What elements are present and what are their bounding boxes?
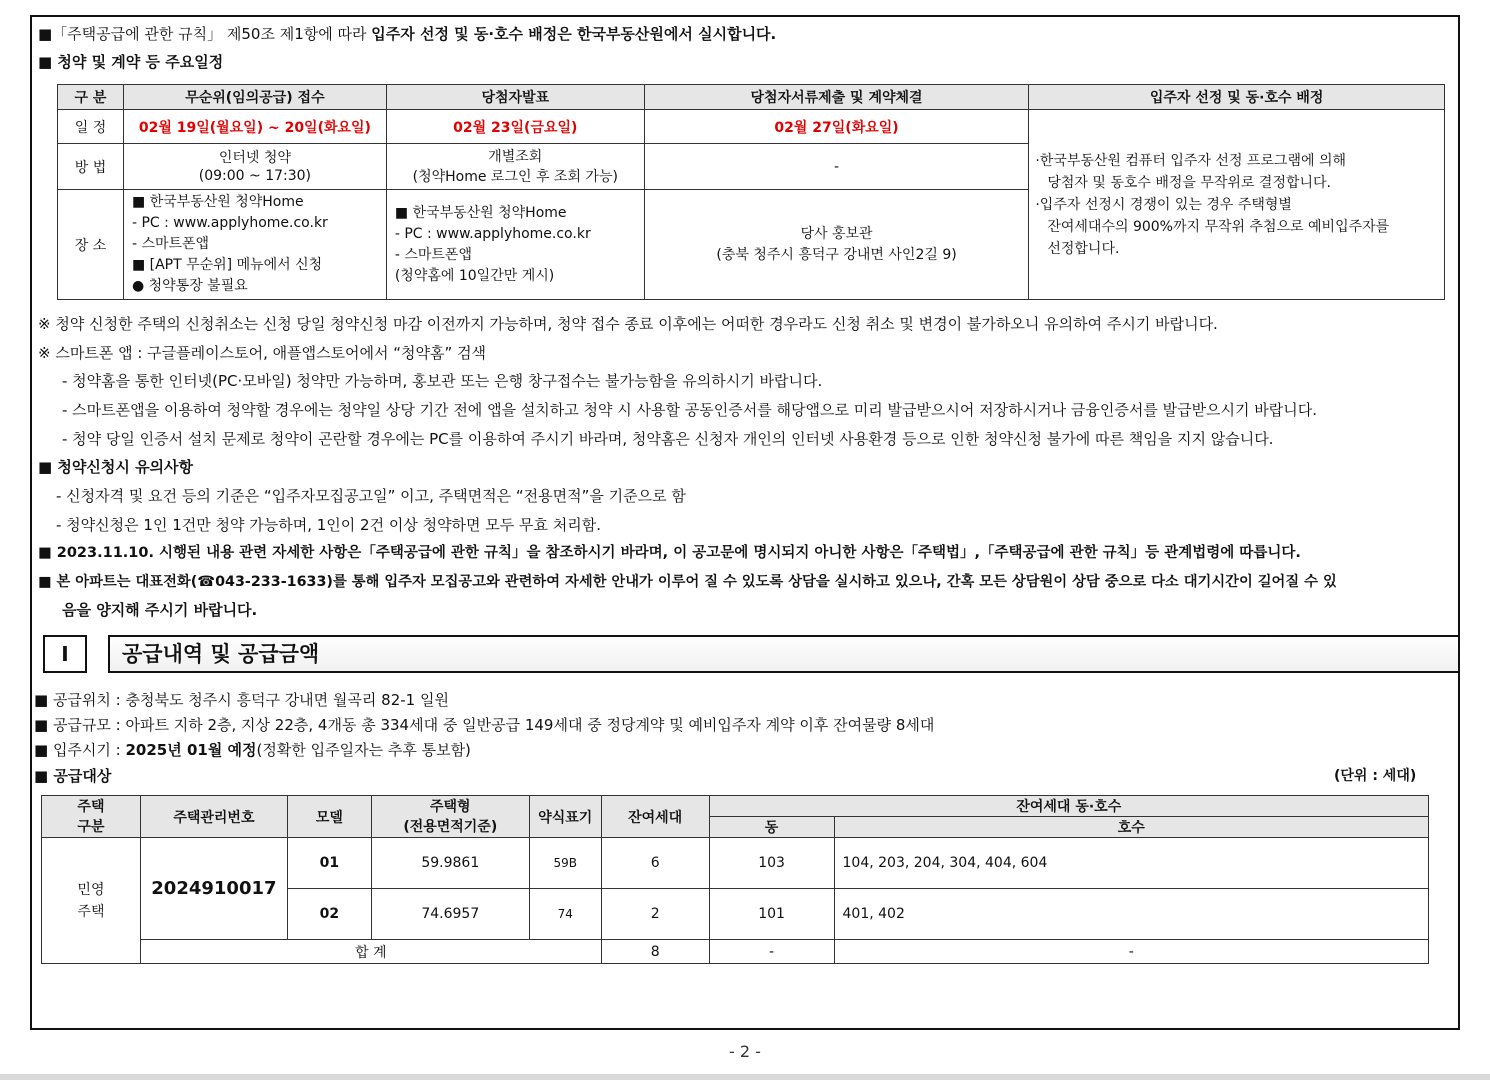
selection-line: 당첨자 및 동호수 배정을 무작위로 결정합니다. — [1047, 174, 1331, 191]
note-line: ※ 스마트폰 앱 : 구글플레이스토어, 애플앱스토어에서 “청약홈” 검색 — [38, 344, 487, 362]
method-contract: - — [644, 144, 1029, 190]
manage-no-cell: 2024910017 — [140, 838, 287, 940]
caution-heading: ■ 청약신청시 유의사항 — [38, 458, 194, 476]
method-apply-line: 인터넷 청약 — [218, 149, 291, 166]
house-kind-cell — [42, 838, 141, 964]
schedule-header-contract: 당첨자서류제출 및 계약체결 — [644, 85, 1029, 110]
place-contract-line: 당사 홍보관 — [800, 225, 873, 242]
schedule-header-announce: 당첨자발표 — [386, 85, 644, 110]
header-house-type — [371, 796, 529, 838]
place-announce-line: - PC : www.applyhome.co.kr — [394, 225, 591, 242]
section-number: I — [43, 635, 87, 673]
selection-line: ·입주자 선정시 경쟁이 있는 경우 주택형별 — [1035, 196, 1292, 213]
note-line: ※ 청약 신청한 주택의 신청취소는 신청 당일 청약신청 마감 이전까지 가능하며, 청약 접수 종료 이후에는 어떠한 경우라도 신청 취소 및 변경이 불가하오니 유의하여 주시기 바랍니다. — [38, 315, 1218, 333]
count-cell: 2 — [601, 889, 709, 940]
unit-note: (단위 : 세대) — [1334, 768, 1417, 784]
row-label-place: 장 소 — [58, 190, 124, 300]
total-row — [42, 940, 1429, 964]
supply-scale: ■ 공급규모 : 아파트 지하 2층, 지상 22층, 4개동 총 334세대 중 일반공급 149세대 중 정당계약 및 예비입주자 계약 이후 잔여물량 8세대 — [34, 716, 935, 734]
regulation-notice-bold: 입주자 선정 및 동·호수 배정은 한국부동산원에서 실시합니다. — [371, 25, 777, 43]
total-ho: - — [834, 940, 1428, 964]
header-house-type-line: 주택형 — [430, 798, 471, 815]
regulation-notice — [38, 24, 776, 44]
header-dong: 동 — [709, 817, 834, 838]
place-contract — [644, 190, 1029, 300]
page-number: - 2 - — [729, 1042, 761, 1061]
note-line: - 스마트폰앱을 이용하여 청약할 경우에는 청약일 상당 기간 전에 앱을 설치하고 청약 시 사용할 공동인증서를 해당앱으로 미리 발급받으시어 저장하시거나 금융인증서를 발급받으시기 바랍니다. — [62, 401, 1318, 419]
regulation-notice-text: ■「주택공급에 관한 규칙」 제50조 제1항에 따라 — [38, 25, 372, 43]
header-remaining: 잔여세대 — [601, 796, 709, 838]
dong-cell: 103 — [709, 838, 834, 889]
header-remaining-units: 잔여세대 동·호수 — [709, 796, 1428, 817]
date-apply: 02월 19일(월요일) ~ 20일(화요일) — [123, 110, 386, 144]
header-house-kind-line: 주택 — [77, 798, 105, 815]
schedule-header-apply: 무순위(임의공급) 접수 — [123, 85, 386, 110]
row-label-method: 방 법 — [58, 144, 124, 190]
supply-target-heading: ■ 공급대상 — [34, 767, 112, 785]
schedule-table — [57, 84, 1445, 300]
short-cell: 59B — [529, 838, 601, 889]
section-title: 공급내역 및 공급금액 — [108, 635, 1460, 673]
ho-cell: 104, 203, 204, 304, 404, 604 — [834, 838, 1428, 889]
method-apply-line: (09:00 ~ 17:30) — [198, 167, 312, 184]
place-apply-line: ■ 한국부동산원 청약Home — [131, 194, 304, 210]
move-in-note: (정확한 입주일자는 추후 통보함) — [256, 741, 471, 759]
bottom-bar — [0, 1074, 1490, 1080]
selection-line: ·한국부동산원 컴퓨터 입주자 선정 프로그램에 의해 — [1035, 152, 1347, 169]
header-house-kind-line: 구분 — [77, 818, 105, 835]
regulation-reference: ■ 2023.11.10. 시행된 내용 관련 자세한 사항은「주택공급에 관한 규칙」을 참조하시기 바라며, 이 공고문에 명시되지 아니한 사항은「주택법」,「주택공급에 관한 규칙」등 관계법령에 따릅니다. — [38, 545, 1301, 561]
header-ho: 호수 — [834, 817, 1428, 838]
area-cell: 74.6957 — [371, 889, 529, 940]
move-in-label: ■ 입주시기 : — [34, 741, 126, 759]
note-line: - 청약홈을 통한 인터넷(PC·모바일) 청약만 가능하며, 홍보관 또는 은행 창구접수는 불가능함을 유의하시기 바랍니다. — [62, 372, 823, 390]
move-in-date: 2025년 01월 예정 — [125, 741, 257, 759]
method-announce-line: (청약Home 로그인 후 조회 가능) — [412, 168, 618, 185]
supply-table — [41, 795, 1429, 964]
selection-description — [1029, 110, 1445, 300]
date-contract: 02월 27일(화요일) — [644, 110, 1029, 144]
header-model: 모델 — [287, 796, 371, 838]
schedule-header-category: 구 분 — [58, 85, 124, 110]
place-apply — [123, 190, 386, 300]
count-cell: 6 — [601, 838, 709, 889]
phone-notice: ■ 본 아파트는 대표전화(☎043-233-1633)를 통해 입주자 모집공고와 관련하여 자세한 안내가 이루어 질 수 있도록 상담을 실시하고 있으나, 간혹 모든 상담원이 상담 중으로 다소 대기시간이 길어질 수 있 — [38, 574, 1337, 590]
header-house-type-line: (전용면적기준) — [403, 818, 498, 835]
table-row — [42, 838, 1429, 889]
selection-line: 잔여세대수의 900%까지 무작위 추첨으로 예비입주자를 — [1047, 218, 1390, 235]
place-apply-line: - PC : www.applyhome.co.kr — [131, 215, 328, 231]
method-apply — [123, 144, 386, 190]
supply-location: ■ 공급위치 : 충청북도 청주시 흥덕구 강내면 월곡리 82-1 일원 — [34, 691, 449, 709]
header-manage-no: 주택관리번호 — [140, 796, 287, 838]
place-apply-line: ● 청약통장 불필요 — [131, 278, 248, 294]
model-cell: 01 — [287, 838, 371, 889]
house-kind-line: 주택 — [77, 903, 105, 920]
row-label-date: 일 정 — [58, 110, 124, 144]
method-announce-line: 개별조회 — [488, 148, 543, 165]
total-label: 합 계 — [140, 940, 601, 964]
caution-item: - 청약신청은 1인 1건만 청약 가능하며, 1인이 2건 이상 청약하면 모두 무효 처리함. — [56, 516, 602, 534]
house-kind-line: 민영 — [77, 881, 105, 898]
place-announce-line: (청약홈에 10일간만 게시) — [394, 267, 555, 284]
header-house-kind — [42, 796, 141, 838]
total-count: 8 — [601, 940, 709, 964]
place-announce-line: - 스마트폰앱 — [394, 246, 472, 263]
ho-cell: 401, 402 — [834, 889, 1428, 940]
place-announce — [386, 190, 644, 300]
place-contract-line: (충북 청주시 흥덕구 강내면 사인2길 9) — [716, 246, 957, 263]
date-announce: 02월 23일(금요일) — [386, 110, 644, 144]
model-cell: 02 — [287, 889, 371, 940]
area-cell: 59.9861 — [371, 838, 529, 889]
schedule-header-selection: 입주자 선정 및 동·호수 배정 — [1029, 85, 1445, 110]
place-announce-line: ■ 한국부동산원 청약Home — [394, 204, 567, 221]
place-apply-line: - 스마트폰앱 — [131, 236, 210, 252]
move-in-period — [34, 740, 471, 760]
note-line: - 청약 당일 인증서 설치 문제로 청약이 곤란할 경우에는 PC를 이용하여 주시기 바라며, 청약홈은 신청자 개인의 인터넷 사용환경 등으로 인한 청약신청 불가에 따른 책임을 지지 않습니다. — [62, 430, 1274, 448]
place-apply-line: ■ [APT 무순위] 메뉴에서 신청 — [131, 257, 323, 273]
method-announce — [386, 144, 644, 190]
selection-line: 선정합니다. — [1047, 240, 1120, 257]
phone-notice-cont: 음을 양지해 주시기 바랍니다. — [62, 601, 258, 619]
dong-cell: 101 — [709, 889, 834, 940]
short-cell: 74 — [529, 889, 601, 940]
caution-item: - 신청자격 및 요건 등의 기준은 “입주자모집공고일” 이고, 주택면적은 “전용면적”을 기준으로 함 — [56, 487, 686, 505]
total-dong: - — [709, 940, 834, 964]
header-short: 약식표기 — [529, 796, 601, 838]
schedule-heading: ■ 청약 및 계약 등 주요일정 — [38, 53, 224, 71]
